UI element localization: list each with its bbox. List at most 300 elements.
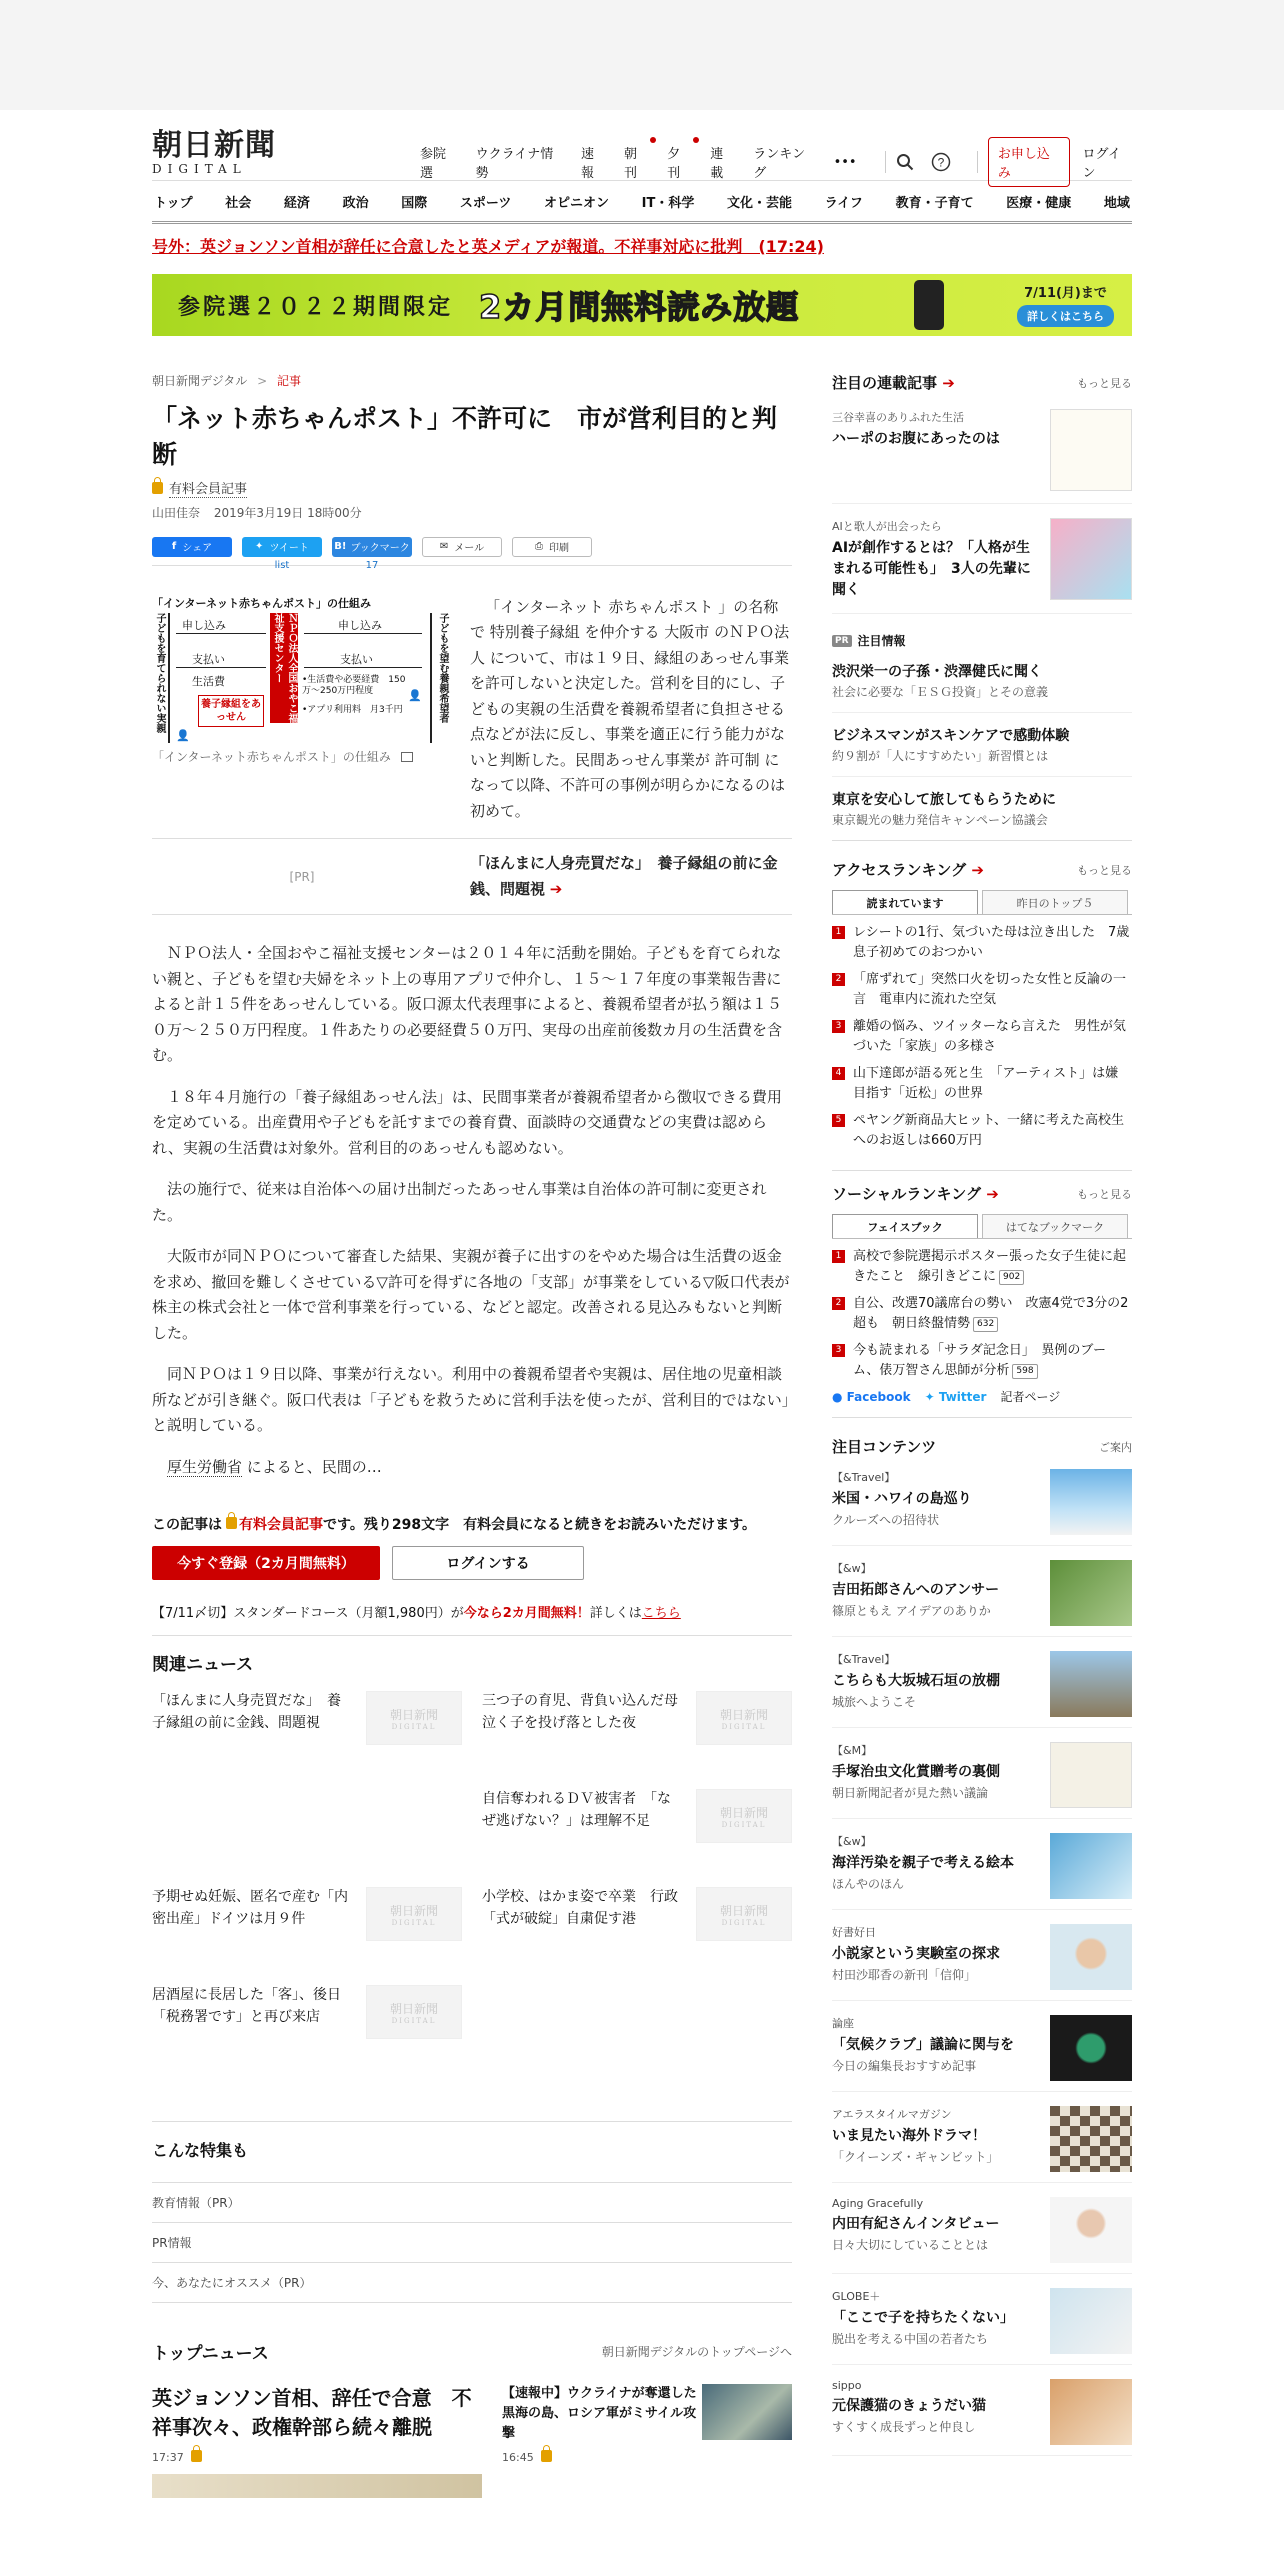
campaign-banner[interactable] (152, 274, 1132, 336)
notice-item[interactable] (832, 1651, 1132, 1728)
notice-headline: 米国・ハワイの島巡り (832, 1491, 972, 1507)
access-ranking-title-text: アクセスランキング (832, 861, 967, 879)
pr-headline: ビジネスマンがスキンケアで感動体験 (832, 728, 1070, 744)
nav-item-top[interactable]: トップ (154, 195, 193, 211)
rank-number: 1 (832, 1250, 845, 1263)
figure-cost-note: •生活費や必要経費 150万〜250万円程度 (302, 674, 406, 696)
rank-number: 4 (832, 1067, 845, 1080)
topnav-item-label: 夕刊 (667, 147, 681, 181)
thumb-logo-text: 朝日新聞 (389, 1707, 438, 1722)
notice-header (832, 1436, 1132, 1457)
access-ranking-header (832, 859, 1132, 880)
twitter-share-button[interactable] (242, 537, 322, 557)
share-count-badge: 632 (973, 1317, 998, 1333)
breadcrumb-home[interactable]: 朝日新聞デジタル (152, 374, 248, 388)
banner-deadline (1017, 282, 1114, 327)
thumb-logo-sub: DIGITAL (721, 1722, 767, 1731)
subscribe-button[interactable]: お申し込み (988, 137, 1071, 187)
svg-text:?: ? (937, 155, 945, 170)
new-dot (650, 137, 656, 143)
social-ranking-title-text: ソーシャルランキング (832, 1185, 981, 1203)
nav-item-society[interactable]: 社会 (225, 195, 252, 211)
thumb-logo-sub: DIGITAL (721, 1820, 767, 1829)
more-menu-icon[interactable]: ••• (833, 154, 857, 170)
ranking-item[interactable] (832, 1247, 1132, 1286)
campaign-notice (152, 1602, 792, 1636)
figure-matching-box: 養子縁組をあっせん (198, 695, 264, 727)
person-icon: 👤 (176, 728, 190, 742)
notice-more-link[interactable]: ご案内 (1099, 1440, 1132, 1454)
hatena-icon: B! (334, 541, 347, 552)
banner-headline: 2カ月間無料読み放題 (479, 288, 800, 326)
keyword-link[interactable]: 厚生労働省 (167, 1457, 243, 1476)
top-news-meta (152, 2450, 482, 2464)
series-item[interactable] (832, 409, 1132, 504)
notice-thumbnail (1050, 2015, 1132, 2081)
nav-item-economy[interactable]: 経済 (283, 195, 310, 211)
paywall-text: この記事は (152, 1517, 222, 1533)
rank-title: 今も読まれる「サラダ記念日」 異例のブーム、俵万智さん思師が分析 (853, 1343, 1106, 1378)
article-title: 「ネット赤ちゃんポスト」不許可に 市が営利目的と判断 (152, 404, 778, 470)
notice-kicker: 【&w】 (832, 1562, 872, 1575)
pr-item[interactable] (832, 777, 1132, 841)
thumbnail-placeholder (366, 1691, 462, 1745)
related-news-title: 小学校、はかま姿で卒業 行政「式が破綻」自粛促す港 (482, 1889, 678, 1927)
notice-headline: 手塚治虫文化賞贈考の裏側 (832, 1764, 1000, 1780)
twitter-icon: ✦ (255, 541, 264, 552)
tweet-label: ツイート (269, 543, 309, 554)
thumbnail-placeholder (696, 1887, 792, 1941)
related-news-title: 自信奪われるＤＶ被害者 「なぜ逃げない？」は理解不足 (482, 1791, 671, 1829)
notice-item[interactable] (832, 2197, 1132, 2274)
thumb-logo-sub: DIGITAL (721, 1918, 767, 1927)
related-news-title: 予期せぬ妊娠、匿名で産む「内密出産」ドイツは月９件 (152, 1889, 348, 1927)
share-count-badge: 902 (999, 1270, 1024, 1286)
article-body (152, 595, 792, 1481)
article-figure[interactable] (152, 595, 452, 897)
article-paragraph: 法の施行で、従来は自治体への届け出制だったあっせん事業は自治体の許可制に変更された。 (152, 1180, 767, 1224)
notice-item[interactable] (832, 1833, 1132, 1910)
notice-thumbnail (1050, 2197, 1132, 2263)
notice-sub: すくすく成長ずっと仲良し (832, 2420, 976, 2434)
topnav-item[interactable]: 速報 (580, 147, 594, 181)
thumb-logo-sub: DIGITAL (391, 1918, 437, 1927)
tab-most-read[interactable]: 読まれています (832, 890, 978, 914)
top-news-thumbnail (702, 2384, 792, 2440)
arrow-right-icon: ➔ (971, 861, 984, 879)
paywall-paid-label[interactable]: 有料会員記事 (239, 1517, 323, 1533)
notice-kicker: 【&Travel】 (832, 1471, 896, 1484)
notice-kicker: sippo (832, 2379, 862, 2392)
feature-row[interactable]: 今、あなたにオススメ（PR） (152, 2263, 792, 2303)
notice-thumbnail (1050, 2379, 1132, 2445)
enlarge-icon[interactable] (401, 752, 413, 762)
top-news-heading: トップニュース (152, 2344, 269, 2364)
notice-kicker: GLOBE＋ (832, 2290, 881, 2303)
breadcrumb-separator: > (257, 374, 268, 388)
access-more-link[interactable]: もっと見る (1077, 863, 1132, 877)
article-column (152, 372, 792, 2498)
sidebar (832, 372, 1132, 2498)
top-news-sub[interactable] (502, 2384, 792, 2498)
rank-number: 3 (832, 1344, 845, 1357)
topnav-item[interactable]: 連載 (710, 147, 724, 181)
notice-kicker: 論座 (832, 2017, 854, 2030)
register-button[interactable]: 今すぐ登録（2カ月間無料） (152, 1546, 380, 1580)
tab-facebook[interactable]: フェイスブック (832, 1214, 978, 1238)
series-headline: AIが創作するとは？「人格が生まれる可能性も」 3人の先輩に聞く (832, 540, 1031, 598)
divider (977, 151, 978, 173)
social-ranking-title[interactable] (832, 1183, 999, 1204)
rank-title: 山下達郎が語る死と生 「アーティスト」は嫌 目指す「近松」の世界 (853, 1066, 1132, 1101)
series-more-link[interactable]: もっと見る (1077, 376, 1132, 390)
arrow-right-icon: ➔ (986, 1185, 999, 1203)
share-counts (152, 560, 792, 571)
campaign-highlight: 今なら2カ月間無料！ (463, 1606, 590, 1621)
nav-item-life[interactable]: ライフ (824, 195, 863, 211)
thumbnail-placeholder (696, 1789, 792, 1843)
notice-headline: 「ここで子を持ちたくない」 (832, 2310, 1014, 2326)
related-news-title: 三つ子の育児、背負い込んだ母 泣く子を投げ落とした夜 (482, 1693, 692, 1731)
related-news-item[interactable] (152, 1985, 462, 2061)
notice-item[interactable] (832, 1924, 1132, 2001)
top-ad-space (0, 0, 1284, 110)
banner-deadline-text: 7/11(月)まで (1024, 286, 1107, 301)
login-link[interactable]: ログイン (1082, 147, 1121, 181)
thumbnail-placeholder (696, 1691, 792, 1745)
notice-sub: 脱出を考える中国の若者たち (832, 2332, 989, 2346)
figure-pay-left: 支払い (192, 652, 225, 666)
nav-item-opinion[interactable]: オピニオン (544, 195, 610, 211)
author-name[interactable]: 山田佳奈 (152, 505, 201, 520)
social-links (832, 1388, 1132, 1418)
notice-headline: こちらも大坂城石垣の放棚 (832, 1673, 1000, 1689)
notice-thumbnail (1050, 1924, 1132, 1990)
lock-icon (191, 2450, 202, 2462)
campaign-link[interactable]: こちら (641, 1606, 681, 1621)
top-news-meta (502, 2450, 702, 2464)
series-thumbnail (1050, 409, 1132, 491)
topnav-item[interactable] (667, 143, 692, 181)
figure-living-cost: 生活費 (192, 674, 225, 688)
facebook-icon: f (171, 541, 177, 552)
rank-title: ペヤング新商品大ヒット、一緒に考えた高校生へのお返しは660万円 (853, 1113, 1125, 1148)
top-news-image (152, 2474, 482, 2498)
article-paragraph: 大阪市が同ＮＰＯについて審査した結果、実親が養子に出すのをやめた場合は生活費の返金を求め、撤回を難しくさせている▽許可を得ずに各地の「支部」が事業をしている▽阪口代表が株主の株式会社と一体で営利事業を行っている、などと認定。改善される見込みもないと判断した。 (152, 1247, 790, 1342)
help-icon[interactable] (931, 152, 951, 172)
pr-item[interactable] (832, 649, 1132, 713)
notice-item[interactable] (832, 1742, 1132, 1819)
notice-kicker: Aging Gracefully (832, 2197, 924, 2210)
notice-headline: 元保護猫のきょうだい猫 (832, 2398, 986, 2414)
top-news-time: 17:37 (152, 2451, 184, 2464)
rank-title: 自公、改選70議席台の勢い 改憲4党で3分の2超も 朝日終盤情勢 (853, 1296, 1129, 1331)
pr-item[interactable] (832, 713, 1132, 777)
top-news-lead[interactable] (152, 2384, 482, 2498)
topnav-item-label: 朝刊 (624, 147, 638, 181)
rank-number: 3 (832, 1020, 845, 1033)
notice-sub: 朝日新聞記者が見た熱い議論 (832, 1786, 989, 1800)
notice-title: 注目コンテンツ (832, 1438, 937, 1456)
bookmark-label: ブックマーク (350, 543, 410, 554)
related-news-empty (152, 1789, 462, 1865)
arrow-line (304, 633, 422, 634)
figure-apply-right: 申し込み (338, 618, 382, 632)
person-icon: 👤 (408, 688, 422, 702)
pr-sub: 約９割が「人にすすめたい」新習慣とは (832, 749, 1049, 763)
article-truncated (152, 1455, 792, 1481)
new-dot (693, 137, 699, 143)
top-news-headline: 英ジョンソン首相、辞任で合意 不祥事次々、政権幹部ら続々離脱 (152, 2386, 472, 2439)
arrow-right-icon: ➔ (549, 879, 563, 898)
mail-label: メール (454, 543, 485, 554)
notice-item[interactable] (832, 2379, 1132, 2456)
nav-item-international[interactable]: 国際 (401, 195, 428, 211)
banner-details-button[interactable]: 詳しくはこちら (1017, 305, 1114, 327)
ranking-item[interactable] (832, 923, 1132, 962)
series-title[interactable] (832, 372, 955, 393)
feature-row[interactable]: PR情報 (152, 2223, 792, 2263)
notice-sub: 今日の編集長おすすめ記事 (832, 2059, 977, 2073)
related-news-grid (152, 1691, 792, 2061)
figure-left-label: 子どもを育てられない実親 (152, 613, 170, 743)
print-button[interactable] (512, 537, 592, 557)
related-news-item[interactable] (482, 1789, 792, 1865)
series-thumbnail (1050, 518, 1132, 600)
notice-item[interactable] (832, 1560, 1132, 1637)
facebook-share-button[interactable] (152, 537, 232, 557)
notice-item[interactable] (832, 2288, 1132, 2365)
rank-title: 離婚の悩み、ツイッターなら言えた 男性が気づいた「家族」の多様さ (853, 1019, 1126, 1054)
notice-sub: 城旅へようこそ (832, 1695, 917, 1709)
tab-hatena[interactable]: はてなブックマーク (982, 1214, 1128, 1238)
feature-row[interactable]: 教育情報（PR） (152, 2183, 792, 2223)
paywall-buttons (152, 1546, 792, 1580)
share-count-badge: 598 (1012, 1364, 1037, 1380)
campaign-text: 詳しくは (589, 1606, 642, 1621)
top-news-body (152, 2384, 792, 2498)
related-news-item[interactable] (152, 1691, 462, 1767)
nav-item-politics[interactable]: 政治 (342, 195, 369, 211)
share-label: シェア (182, 543, 213, 554)
series-item[interactable] (832, 518, 1132, 614)
bookmark-count[interactable]: 17 (365, 559, 379, 571)
notice-headline: 内田有紀さんインタビュー (832, 2216, 1000, 2232)
related-news-heading: 関連ニュース (152, 1655, 254, 1675)
site-logo[interactable] (152, 120, 276, 176)
hatena-bookmark-button[interactable] (332, 537, 412, 557)
notice-item[interactable] (832, 2106, 1132, 2183)
article-paragraph: 同ＮＰＯは１９日以降、事業が行えない。利用中の養親希望者や実親は、居住地の児童相談所などが引き継ぐ。阪口代表は「子どもを救うために営利手法を使ったが、営利目的ではない」と説明している。 (152, 1365, 790, 1434)
series-title-text: 注目の連載記事 (832, 374, 938, 392)
article-paragraph: １８年４月施行の「養子縁組あっせん法」は、民間事業者が養親希望者から徴収できる費用を定めている。出産費用や子どもを託すまでの養育費、面談時の交通費などの実費は認められ、実親の生活費は対象外。営利目的のあっせんも認めない。 (152, 1087, 782, 1157)
publish-date: 2019年3月19日 18時00分 (213, 505, 362, 520)
notice-headline: 小説家という実験室の探求 (832, 1946, 1000, 1962)
ranking-item[interactable] (832, 1017, 1132, 1056)
facebook-icon: ● (832, 1389, 843, 1404)
banner-label: 参院選２０２２期間限定 (178, 294, 454, 320)
thumb-logo-text: 朝日新聞 (389, 2001, 438, 2016)
top-news-headline: 【速報中】ウクライナが奪還した黒海の島、ロシア軍がミサイル攻撃 (502, 2386, 697, 2442)
nav-item-region[interactable]: 地域 (1103, 195, 1130, 211)
pr-headline: 渋沢栄一の子孫・渋澤健氏に聞く (832, 664, 1042, 680)
tab-yesterday-top5[interactable]: 昨日のトップ５ (982, 890, 1128, 914)
topnav-item[interactable]: ウクライナ情勢 (475, 147, 554, 181)
lock-icon (541, 2450, 552, 2462)
reporter-page-link[interactable]: 記者ページ (1000, 1390, 1061, 1404)
rank-number: 1 (832, 926, 845, 939)
pr-headline: 東京を安心して旅してもらうために (832, 792, 1056, 808)
notice-kicker: 【&w】 (832, 1835, 872, 1848)
pr-ad-slot[interactable]: [PR] (289, 869, 315, 884)
rank-number: 2 (832, 973, 845, 986)
pr-sub: 社会に必要な「ＥＳＧ投資」とその意義 (832, 685, 1049, 699)
figure-pay-right: 支払い (340, 652, 373, 666)
mail-icon: ✉ (439, 541, 449, 552)
notice-thumbnail (1050, 1833, 1132, 1899)
nav-item-health[interactable]: 医療・健康 (1006, 195, 1072, 211)
breadcrumb (152, 372, 792, 389)
ranking-item[interactable] (832, 1064, 1132, 1103)
notice-headline: 吉田拓郎さんへのアンサー (832, 1582, 1000, 1598)
paid-label-text: 有料会員記事 (169, 478, 247, 498)
related-news-title: 「ほんまに人身売買だな」 養子縁組の前に金銭、問題視 (152, 1693, 341, 1731)
arrow-right-icon: ➔ (942, 374, 955, 392)
notice-thumbnail (1050, 1742, 1132, 1808)
breaking-news-link[interactable]: 号外：英ジョンソン首相が辞任に合意したと英メディアが報道。不祥事対応に批判 (17:24) (152, 236, 824, 256)
site-header (152, 110, 1132, 180)
series-kicker: 三谷幸喜のありふれた生活 (832, 411, 964, 424)
notice-thumbnail (1050, 1469, 1132, 1535)
nav-item-it-science[interactable]: IT・科学 (641, 195, 695, 211)
thumb-logo-sub: DIGITAL (391, 2016, 437, 2025)
arrow-line (304, 667, 422, 668)
tweet-count[interactable]: list (274, 559, 290, 571)
features-heading: こんな特集も (152, 2141, 249, 2160)
series-header (832, 372, 1132, 393)
notice-sub: 村田沙耶香の新刊「信仰」 (832, 1968, 977, 1982)
ranking-item[interactable] (832, 970, 1132, 1009)
thumb-logo-sub: DIGITAL (391, 1722, 437, 1731)
logo-subtext: DIGITAL (152, 162, 247, 176)
notice-kicker: アエラスタイルマガジン (832, 2108, 952, 2121)
nav-item-sports[interactable]: スポーツ (459, 195, 512, 211)
thumb-logo-text: 朝日新聞 (719, 1707, 768, 1722)
rank-title: 「席ずれて」突然口火を切った女性と反論の一言 電車内に流れた空気 (853, 972, 1127, 1007)
thumbnail-placeholder (366, 1887, 462, 1941)
ranking-item[interactable] (832, 1111, 1132, 1150)
notice-kicker: 【&M】 (832, 1744, 873, 1757)
twitter-link[interactable] (925, 1390, 987, 1404)
social-ranking-tabs (832, 1214, 1132, 1239)
notice-sub: 「クイーンズ・ギャンビット」 (832, 2150, 999, 2164)
campaign-text: 【7/11〆切】スタンダードコース（月額1,980円）が (152, 1606, 464, 1621)
pr-sub: 東京観光の魅力発信キャンペーン協議会 (832, 813, 1048, 827)
pr-header (832, 632, 1132, 649)
top-news-time: 16:45 (502, 2451, 534, 2465)
figure-caption (152, 747, 452, 767)
thumb-logo-text: 朝日新聞 (719, 1903, 768, 1918)
notice-sub: 日々大切にしていることとは (832, 2238, 989, 2252)
notice-headline: 「気候クラブ」議論に関与を (832, 2037, 1014, 2053)
thumb-logo-text: 朝日新聞 (389, 1903, 438, 1918)
figure-app-fee: •アプリ利用料 月3千円 (302, 704, 403, 715)
topnav-item[interactable]: 参院選 (420, 147, 447, 181)
diagram (152, 595, 452, 745)
notice-sub: 篠原ともえ アイデアのありか (832, 1604, 991, 1618)
notice-headline: 海洋汚染を親子で考える絵本 (832, 1855, 1014, 1871)
twitter-link-text: Twitter (938, 1389, 987, 1404)
rank-number: 5 (832, 1114, 845, 1127)
article-paragraph: ＮＰＯ法人・全国おやこ福祉支援センターは２０１４年に活動を開始。子どもを育てられない親と、子どもを望む夫婦をネット上の専用アプリで仲介し、１５～１７年度の事業報告書によると計１５件をあっせんしている。阪口源太代表理事によると、養親希望者が払う額は１５０万～２５０万円程度。１件あたりの必要経費５０万円、実母の出産前後数カ月の生活費を含む。 (152, 944, 783, 1064)
paywall-text: です。残り298文字 有料会員になると続きをお読みいただけます。 (323, 1517, 756, 1533)
topnav-item[interactable] (624, 143, 649, 181)
article-lead: 「インターネット 赤ちゃんポスト 」の名称で 特別養子縁組 を仲介する 大阪市 のＮＰＯ法人 について、市は１９日、縁組のあっせん事業を許可しないと決定した。営利を目的にし、子どもの実親の生活費を養親希望者に負担させる点などが法に反し、事業を適正に行う能力がないと判断した。民間あっせん事業が 許可制 になって以降、不許可の事例が明らかになるのは初めて。 (470, 597, 790, 820)
divider (152, 2161, 792, 2183)
features-section (152, 2121, 792, 2303)
top-page-link[interactable]: 朝日新聞デジタルのトップページへ (601, 2345, 792, 2359)
print-icon: ⎙ (535, 541, 543, 552)
related-news-title: 居酒屋に長居した「客」、後日「税務署です」と再び来店 (152, 1987, 341, 2025)
truncated-text: によると、民間の… (242, 1457, 382, 1476)
notice-sub: ほんやのほん (832, 1877, 905, 1891)
arrow-line (176, 633, 266, 634)
access-ranking-title[interactable] (832, 859, 984, 880)
related-news-item[interactable] (482, 1691, 792, 1767)
social-more-link[interactable]: もっと見る (1077, 1187, 1132, 1201)
figure-caption-text: 「インターネット赤ちゃんポスト」の仕組み (152, 749, 391, 764)
related-news-item[interactable] (152, 1887, 462, 1963)
notice-thumbnail (1050, 1560, 1132, 1626)
figure-heading: 「インターネット赤ちゃんポスト」の仕組み (152, 596, 372, 610)
series-kicker: AIと歌人が出会ったら (832, 520, 942, 533)
divider (885, 151, 886, 173)
topnav-item[interactable]: ランキング (753, 147, 806, 181)
notice-headline: いま見たい海外ドラマ！ (832, 2128, 986, 2144)
ranking-item[interactable] (832, 1294, 1132, 1333)
ranking-item[interactable] (832, 1341, 1132, 1380)
notice-thumbnail (1050, 2288, 1132, 2354)
nav-item-education[interactable]: 教育・子育て (895, 195, 974, 211)
top-news-header (152, 2339, 792, 2364)
notice-item[interactable] (832, 1469, 1132, 1546)
thumb-logo-text: 朝日新聞 (719, 1805, 768, 1820)
notice-kicker: 【&Travel】 (832, 1653, 896, 1666)
mail-share-button[interactable] (422, 537, 502, 557)
print-label: 印刷 (549, 543, 569, 554)
figure-apply-left: 申し込み (182, 618, 226, 632)
nav-item-culture[interactable]: 文化・芸能 (727, 195, 793, 211)
pr-title: 注目情報 (857, 634, 906, 648)
byline (152, 504, 792, 521)
search-icon[interactable] (896, 152, 915, 172)
pr-tag: PR (832, 635, 852, 647)
login-button[interactable]: ログインする (392, 1546, 584, 1580)
facebook-link-text: Facebook (846, 1389, 911, 1404)
paid-member-label[interactable] (152, 478, 792, 498)
phone-illustration (914, 280, 944, 330)
social-ranking-header (832, 1170, 1132, 1204)
related-news-item[interactable] (482, 1887, 792, 1963)
lock-icon (152, 482, 163, 494)
facebook-link[interactable] (832, 1390, 911, 1404)
series-headline: ハーポのお腹にあったのは (832, 431, 1000, 447)
breadcrumb-current[interactable]: 記事 (277, 374, 302, 388)
rank-title: レシートの1行、気づいた母は泣き出した 7歳息子初めてのおつかい (853, 925, 1130, 960)
rank-number: 2 (832, 1297, 845, 1310)
notice-item[interactable] (832, 2015, 1132, 2092)
notice-sub: クルーズへの招待状 (832, 1513, 940, 1527)
